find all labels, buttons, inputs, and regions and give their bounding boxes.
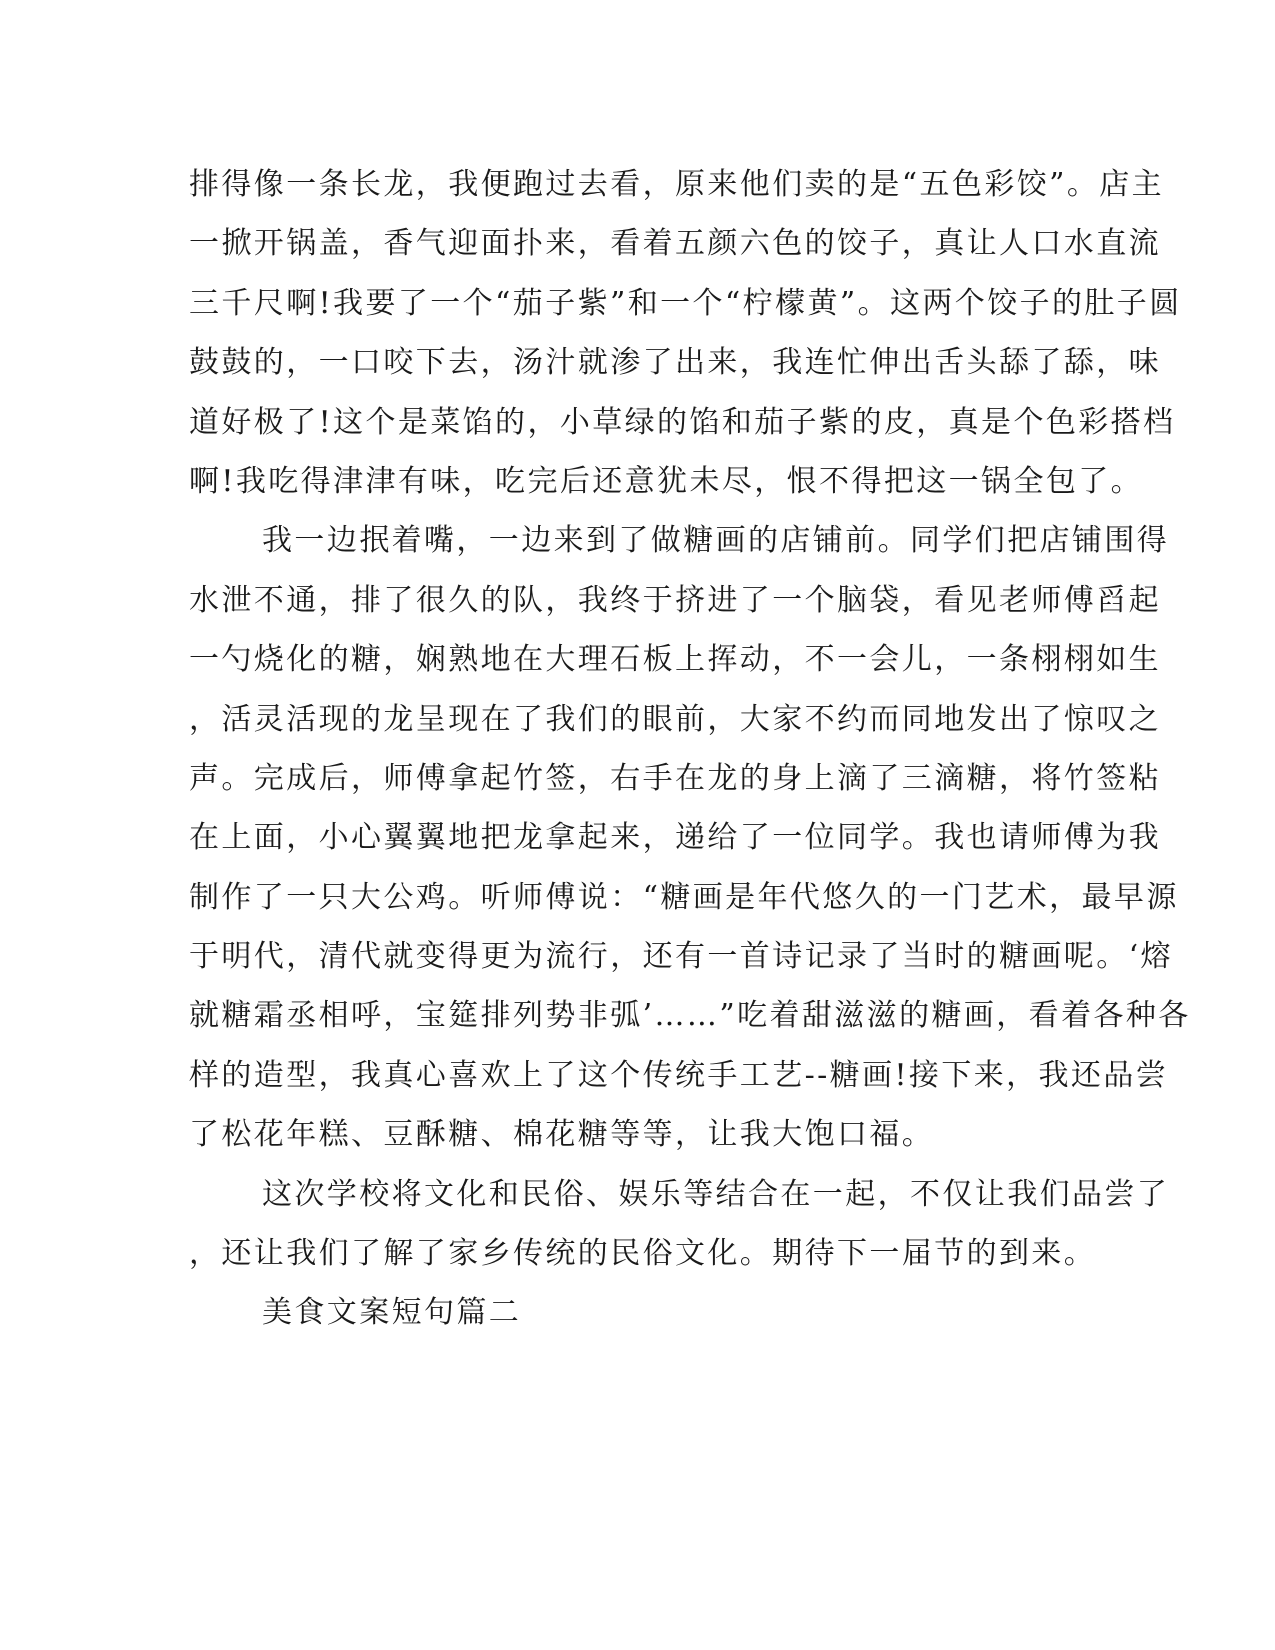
paragraph-sugar-painting [189,511,1191,1164]
text-line: 三千尺啊!我要了一个“茄子紫”和一个“柠檬黄”。这两个饺子的肚子圆 [189,285,1182,321]
document-body [189,155,1191,1343]
text-line: 道好极了!这个是菜馅的，小草绿的馅和茄子紫的皮，真是个色彩搭档 [189,404,1176,440]
text-line: 鼓鼓的，一口咬下去，汤汁就渗了出来，我连忙伸出舌头舔了舔，味 [189,345,1161,381]
heading-text: 美食文案短句篇二 [262,1295,522,1331]
text-line: 排得像一条长龙，我便跑过去看，原来他们卖的是“五色彩饺”。店主 [189,167,1165,202]
paragraph-dumpling [189,155,1182,511]
text-line: 这次学校将文化和民俗、娱乐等结合在一起，不仅让我们品尝了 [262,1176,1170,1212]
text-line: ，还让我们了解了家乡传统的民俗文化。期待下一届节的到来。 [189,1236,1097,1272]
section-heading [189,1283,1089,1342]
text-line: 水泄不通，排了很久的队，我终于挤进了一个脑袋，看见老师傅舀起 [189,582,1161,618]
paragraph-conclusion [189,1165,1170,1284]
text-line: 了松花年糕、豆酥糖、棉花糖等等，让我大饱口福。 [189,1117,935,1153]
text-line: 声。完成后，师傅拿起竹签，右手在龙的身上滴了三滴糖，将竹签粘 [189,760,1161,796]
text-line: 啊!我吃得津津有味，吃完后还意犹未尽，恨不得把这一锅全包了。 [189,463,1144,499]
text-line: 我一边抿着嘴，一边来到了做糖画的店铺前。同学们把店铺围得 [262,523,1170,559]
text-line: 制作了一只大公鸡。听师傅说：“糖画是年代悠久的一门艺术，最早源 [189,879,1179,915]
text-line: 于明代，清代就变得更为流行，还有一首诗记录了当时的糖画呢。‘熔 [189,939,1173,975]
text-line: 就糖霜丞相呼，宝筵排列势非弧’……”吃着甜滋滋的糖画，看着各种各 [189,998,1191,1034]
text-line: ，活灵活现的龙呈现在了我们的眼前，大家不约而同地发出了惊叹之 [189,701,1161,737]
text-line: 一掀开锅盖，香气迎面扑来，看着五颜六色的饺子，真让人口水直流 [189,226,1161,262]
text-line: 一勺烧化的糖，娴熟地在大理石板上挥动，不一会儿，一条栩栩如生 [189,642,1161,678]
text-line: 样的造型，我真心喜欢上了这个传统手工艺--糖画!接下来，我还品尝 [189,1057,1169,1093]
text-line: 在上面，小心翼翼地把龙拿起来，递给了一位同学。我也请师傅为我 [189,820,1161,856]
